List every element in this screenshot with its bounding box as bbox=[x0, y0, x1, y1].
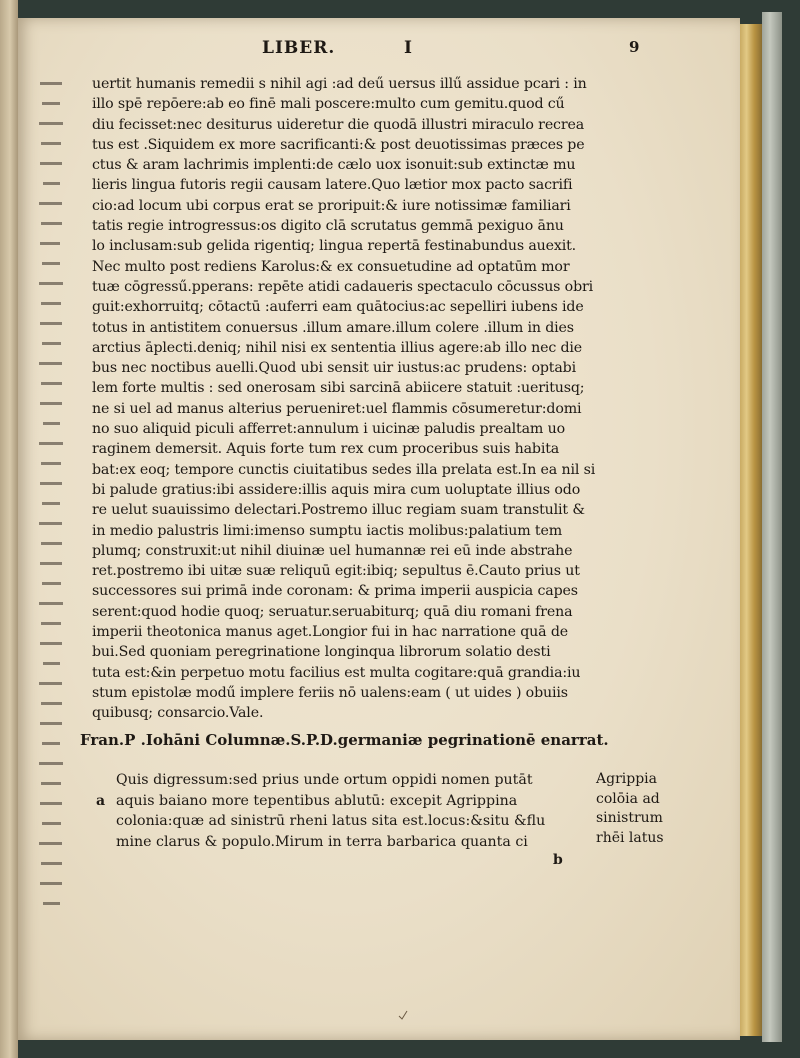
text-line: tatis regie introgressus:os digito clā scrutatus gemmā pexiguo ānu bbox=[92, 218, 564, 235]
text-line: ctus & aram lachrimis implenti:de cælo uox isonuit:sub extinctæ mu bbox=[92, 157, 576, 174]
binding-gutter bbox=[0, 0, 18, 1058]
text-line: lem forte multis : sed onerosam sibi sarcinā abiicere statuit :ueritusq; bbox=[92, 380, 585, 397]
text-line: stum epistolæ modű implere feriis nō ualens:eam ( ut uides ) obuiis bbox=[92, 684, 568, 701]
marginal-note-line: colōia ad bbox=[596, 790, 660, 807]
text-line: arctius āplecti.deniq; nihil nisi ex sententia illius agere:ab illo nec die bbox=[92, 339, 583, 356]
letter-line: mine clarus & populo.Mirum in terra barbarica quanta ci bbox=[116, 833, 528, 850]
text-line: uertit humanis remedii s nihil agi :ad deű uersus illű assidue pcari : in bbox=[92, 76, 587, 92]
text-line: plumq; construxit:ut nihil diuinæ uel humannæ rei eū inde abstrahe bbox=[92, 542, 573, 559]
text-line: successores sui primā inde coronam: & prima imperii auspicia capes bbox=[92, 583, 578, 600]
text-line: imperii theotonica manus aget.Longior fui in hac narratione quā de bbox=[92, 624, 569, 641]
text-line: lieris lingua futoris regii causam latere.Quo lætior mox pacto sacrifi bbox=[92, 177, 573, 194]
letter-line: colonia:quæ ad sinistrū rheni latus sita est.locus:&situ &flu bbox=[116, 813, 546, 829]
text-line: tus est .Siquidem ex more sacrificanti:& post deuotissimas præces pe bbox=[92, 136, 585, 153]
text-line: totus in antistitem conuersus .illum amare.illum colere .illum in dies bbox=[92, 319, 574, 336]
text-line: bat:ex eoq; tempore cunctis ciuitatibus sedes illa prelata est.In ea nil si bbox=[92, 461, 596, 478]
book-cover-board bbox=[762, 12, 782, 1042]
letter-line: aquis baiano more tepentibus ablutū: excepit Agrippina bbox=[116, 792, 518, 809]
text-line: serent:quod hodie quoq; seruatur.seruabiturq; quā diu romani frena bbox=[92, 603, 573, 620]
text-line: illo spē repōere:ab eo finē mali poscere:multo cum gemitu.quod cű bbox=[92, 96, 565, 113]
signature-mark-a: a bbox=[96, 793, 106, 809]
letter-line: Quis digressum:sed prius unde ortum oppidi nomen putāt bbox=[116, 772, 533, 788]
marginal-note-line: sinistrum bbox=[596, 810, 663, 826]
text-line: ret.postremo ibi uitæ suæ reliquū egit:ibiq; sepultus ē.Cauto prius ut bbox=[92, 563, 580, 580]
book-number: I bbox=[404, 38, 412, 58]
text-line: in medio palustris limi:imenso sumptu iactis molibus:palatium tem bbox=[92, 522, 563, 539]
letter-text-block bbox=[116, 770, 608, 852]
text-line: lo inclusam:sub gelida rigentiq; lingua repertā festinabundus auexit. bbox=[92, 238, 577, 255]
gilt-page-edges bbox=[740, 24, 762, 1036]
marginal-note-line: Agrippia bbox=[596, 771, 657, 787]
bleed-through-marks bbox=[38, 78, 66, 958]
text-line: bui.Sed quoniam peregrinatione longinqua librorum solatio desti bbox=[92, 644, 551, 661]
text-line: bus nec noctibus auelli.Quod ubi sensit uir iustus:ac prudens: optabi bbox=[92, 360, 576, 377]
text-line: re uelut suauissimo delectari.Postremo illuc regiam suam transtulit & bbox=[92, 502, 585, 519]
folio-number: 9 bbox=[629, 38, 640, 56]
text-line: diu fecisset:nec desiturus uideretur die quodā illustri miraculo recrea bbox=[92, 116, 585, 133]
pencil-tick-mark bbox=[398, 1010, 408, 1020]
main-text-block bbox=[92, 74, 612, 724]
text-line: raginem demersit. Aquis forte tum rex cum proceribus suis habita bbox=[92, 441, 560, 458]
marginal-note bbox=[596, 770, 664, 848]
text-line: bi palude gratius:ibi assidere:illis aquis mira cum uoluptate illius odo bbox=[92, 481, 581, 498]
marginal-note-line: rhēi latus bbox=[596, 829, 664, 846]
running-header bbox=[0, 38, 740, 62]
text-line: no suo aliquid piculi afferret:annulum i uicinæ paludis prealtam uo bbox=[92, 421, 565, 438]
letter-heading: Fran.P .Iohāni Columnæ.S.P.D.germaniæ pegrinationē enarrat. bbox=[80, 731, 609, 749]
text-line: guit:exhorruitq; cōtactū :auferri eam quātocius:ac sepelliri iubens ide bbox=[92, 299, 584, 316]
running-title: LIBER. bbox=[262, 38, 336, 58]
text-line: quibusq; consarcio.Vale. bbox=[92, 705, 264, 722]
text-line: tuta est:&in perpetuo motu facilius est multa cogitare:quā grandia:iu bbox=[92, 664, 581, 681]
text-line: cio:ad locum ubi corpus erat se proripuit:& iure notissimæ familiari bbox=[92, 197, 571, 214]
text-line: Nec multo post rediens Karolus:& ex consuetudine ad optatūm mor bbox=[92, 258, 570, 275]
text-line: tuæ cōgressű.pperans: repēte atidi cadaueris spectaculo cōcussus obri bbox=[92, 278, 594, 295]
text-line: ne si uel ad manus alterius perueniret:uel flammis cōsumeretur:domi bbox=[92, 400, 582, 417]
signature-mark-b: b bbox=[553, 852, 563, 868]
